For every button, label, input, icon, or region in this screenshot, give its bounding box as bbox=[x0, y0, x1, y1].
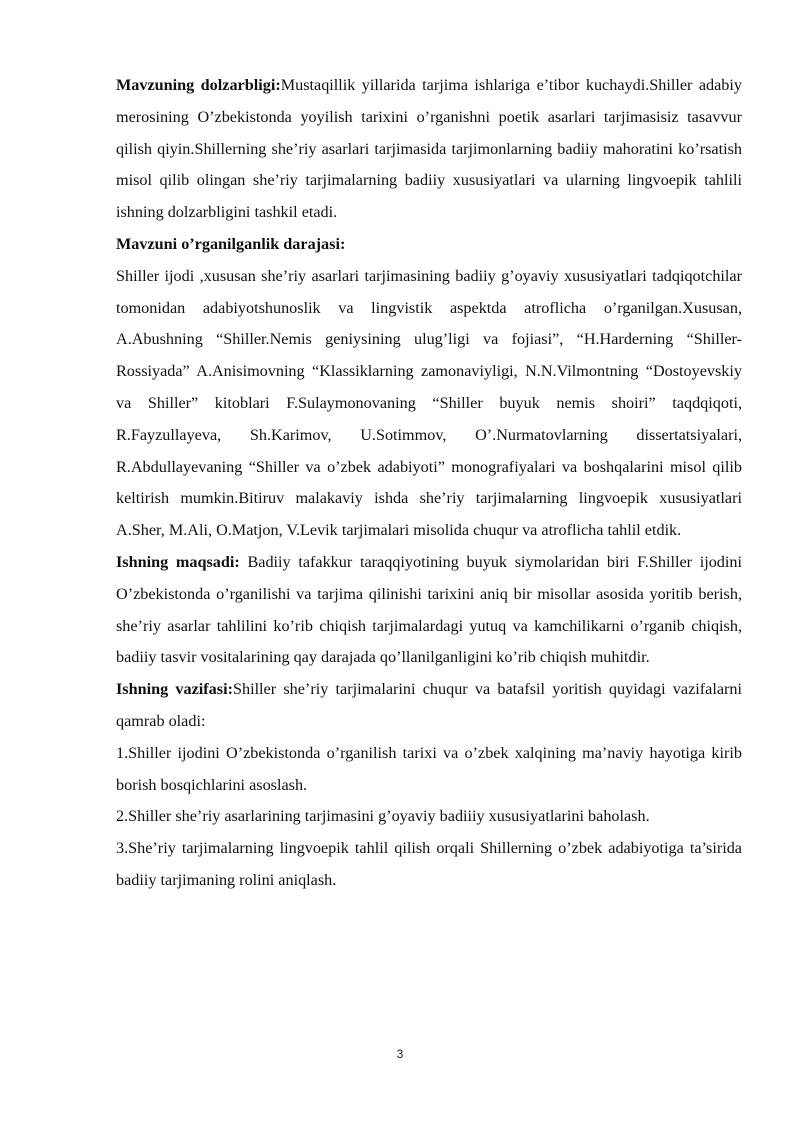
relevance-paragraph bbox=[116, 70, 742, 229]
tasks-heading: Ishning vazifasi: bbox=[116, 680, 233, 699]
tasks-text: Shiller she’riy tarjimalarini chuqur va batafsil yoritish quyidagi vazifalarni qamrab oladi: bbox=[116, 680, 742, 730]
study-degree-heading-paragraph bbox=[116, 229, 742, 261]
study-degree-heading: Mavzuni o’rganilganlik darajasi: bbox=[116, 234, 346, 253]
tasks-paragraph bbox=[116, 674, 742, 738]
goal-paragraph bbox=[116, 547, 742, 674]
relevance-text: Mustaqillik yillarida tarjima ishlariga e’tibor kuchaydi.Shiller adabiy merosining O’zbekistonda yoyilish tarixini o’rganishni poetik asarlari tarjimasisiz tasavvur qilish qiyin.Shillerning she’riy asarlari tarjimasida tarjimonlarning badiiy mahoratini ko’rsatish misol qilib olingan she’riy tarjimalarning badiiy xususiyatlari va ularning lingvoepik tahlili ishning dolzarbligini tashkil etadi. bbox=[116, 76, 742, 222]
page-number: 3 bbox=[396, 1047, 404, 1061]
goal-text: Badiiy tafakkur taraqqiyotining buyuk siymolaridan biri F.Shiller ijodini O’zbekistonda o’rganilishi va tarjima qilinishi tarixini aniq bir misollar asosida yoritib berish, she’riy asarlar tahlilini ko’rib chiqish tarjimalardagi yutuq va kamchilikarni o’rganib chiqish, badiiy tasvir vositalarining qay darajada qo’llanilganligini ko’rib chiqish muhitdir. bbox=[116, 552, 742, 667]
task-item-1: 1.Shiller ijodini O’zbekistonda o’rganilish tarixi va o’zbek xalqining ma’naviy hayotiga kirib borish bosqichlarini asoslash. bbox=[116, 743, 742, 794]
task-item-2: 2.Shiller she’riy asarlarining tarjimasini g’oyaviy badiiiy xususiyatlarini baholash. bbox=[116, 807, 650, 826]
relevance-heading: Mavzuning dolzarbligi: bbox=[116, 76, 281, 94]
task-item-3: 3.She’riy tarjimalarning lingvoepik tahlil qilish orqali Shillerning o’zbek adabiyotiga ta’sirida badiiy tarjimaning rolini aniqlash. bbox=[116, 839, 742, 889]
document-page bbox=[116, 70, 742, 897]
study-degree-paragraph: Shiller ijodi ,xususan she’riy asarlari tarjimasining badiiy g’oyaviy xususiyatlari tadqiqotchilar tomonidan adabiyotshunoslik va lingvistik aspektda atroflicha o’rganilgan.Xususan, A.Abushning “Shiller.Nemis geniysining ulug’ligi va fojiasi”, “H.Harderning “Shiller-Rossiyada” A.Anisimovning “Klassiklarning zamonaviyligi, N.N.Vilmontning “Dostoyevskiy va Shiller” kitoblari F.Sulaymonovaning “Shiller buyuk nemis shoiri” taqdqiqoti, R.Fayzullayeva, Sh.Karimov, U.Sotimmov, O’.Nurmatovlarning dissertatsiyalari, R.Abdullayevaning “Shiller va o’zbek adabiyoti” monografiyalari va boshqalarini misol qilib keltirish mumkin.Bitiruv malakaviy ishda she’riy tarjimalarning lingvoepik xususiyatlari A.Sher, M.Ali, O.Matjon, V.Levik tarjimalari misolida chuqur va atroflicha tahlil etdik. bbox=[116, 266, 742, 540]
goal-heading: Ishning maqsadi: bbox=[116, 552, 240, 571]
